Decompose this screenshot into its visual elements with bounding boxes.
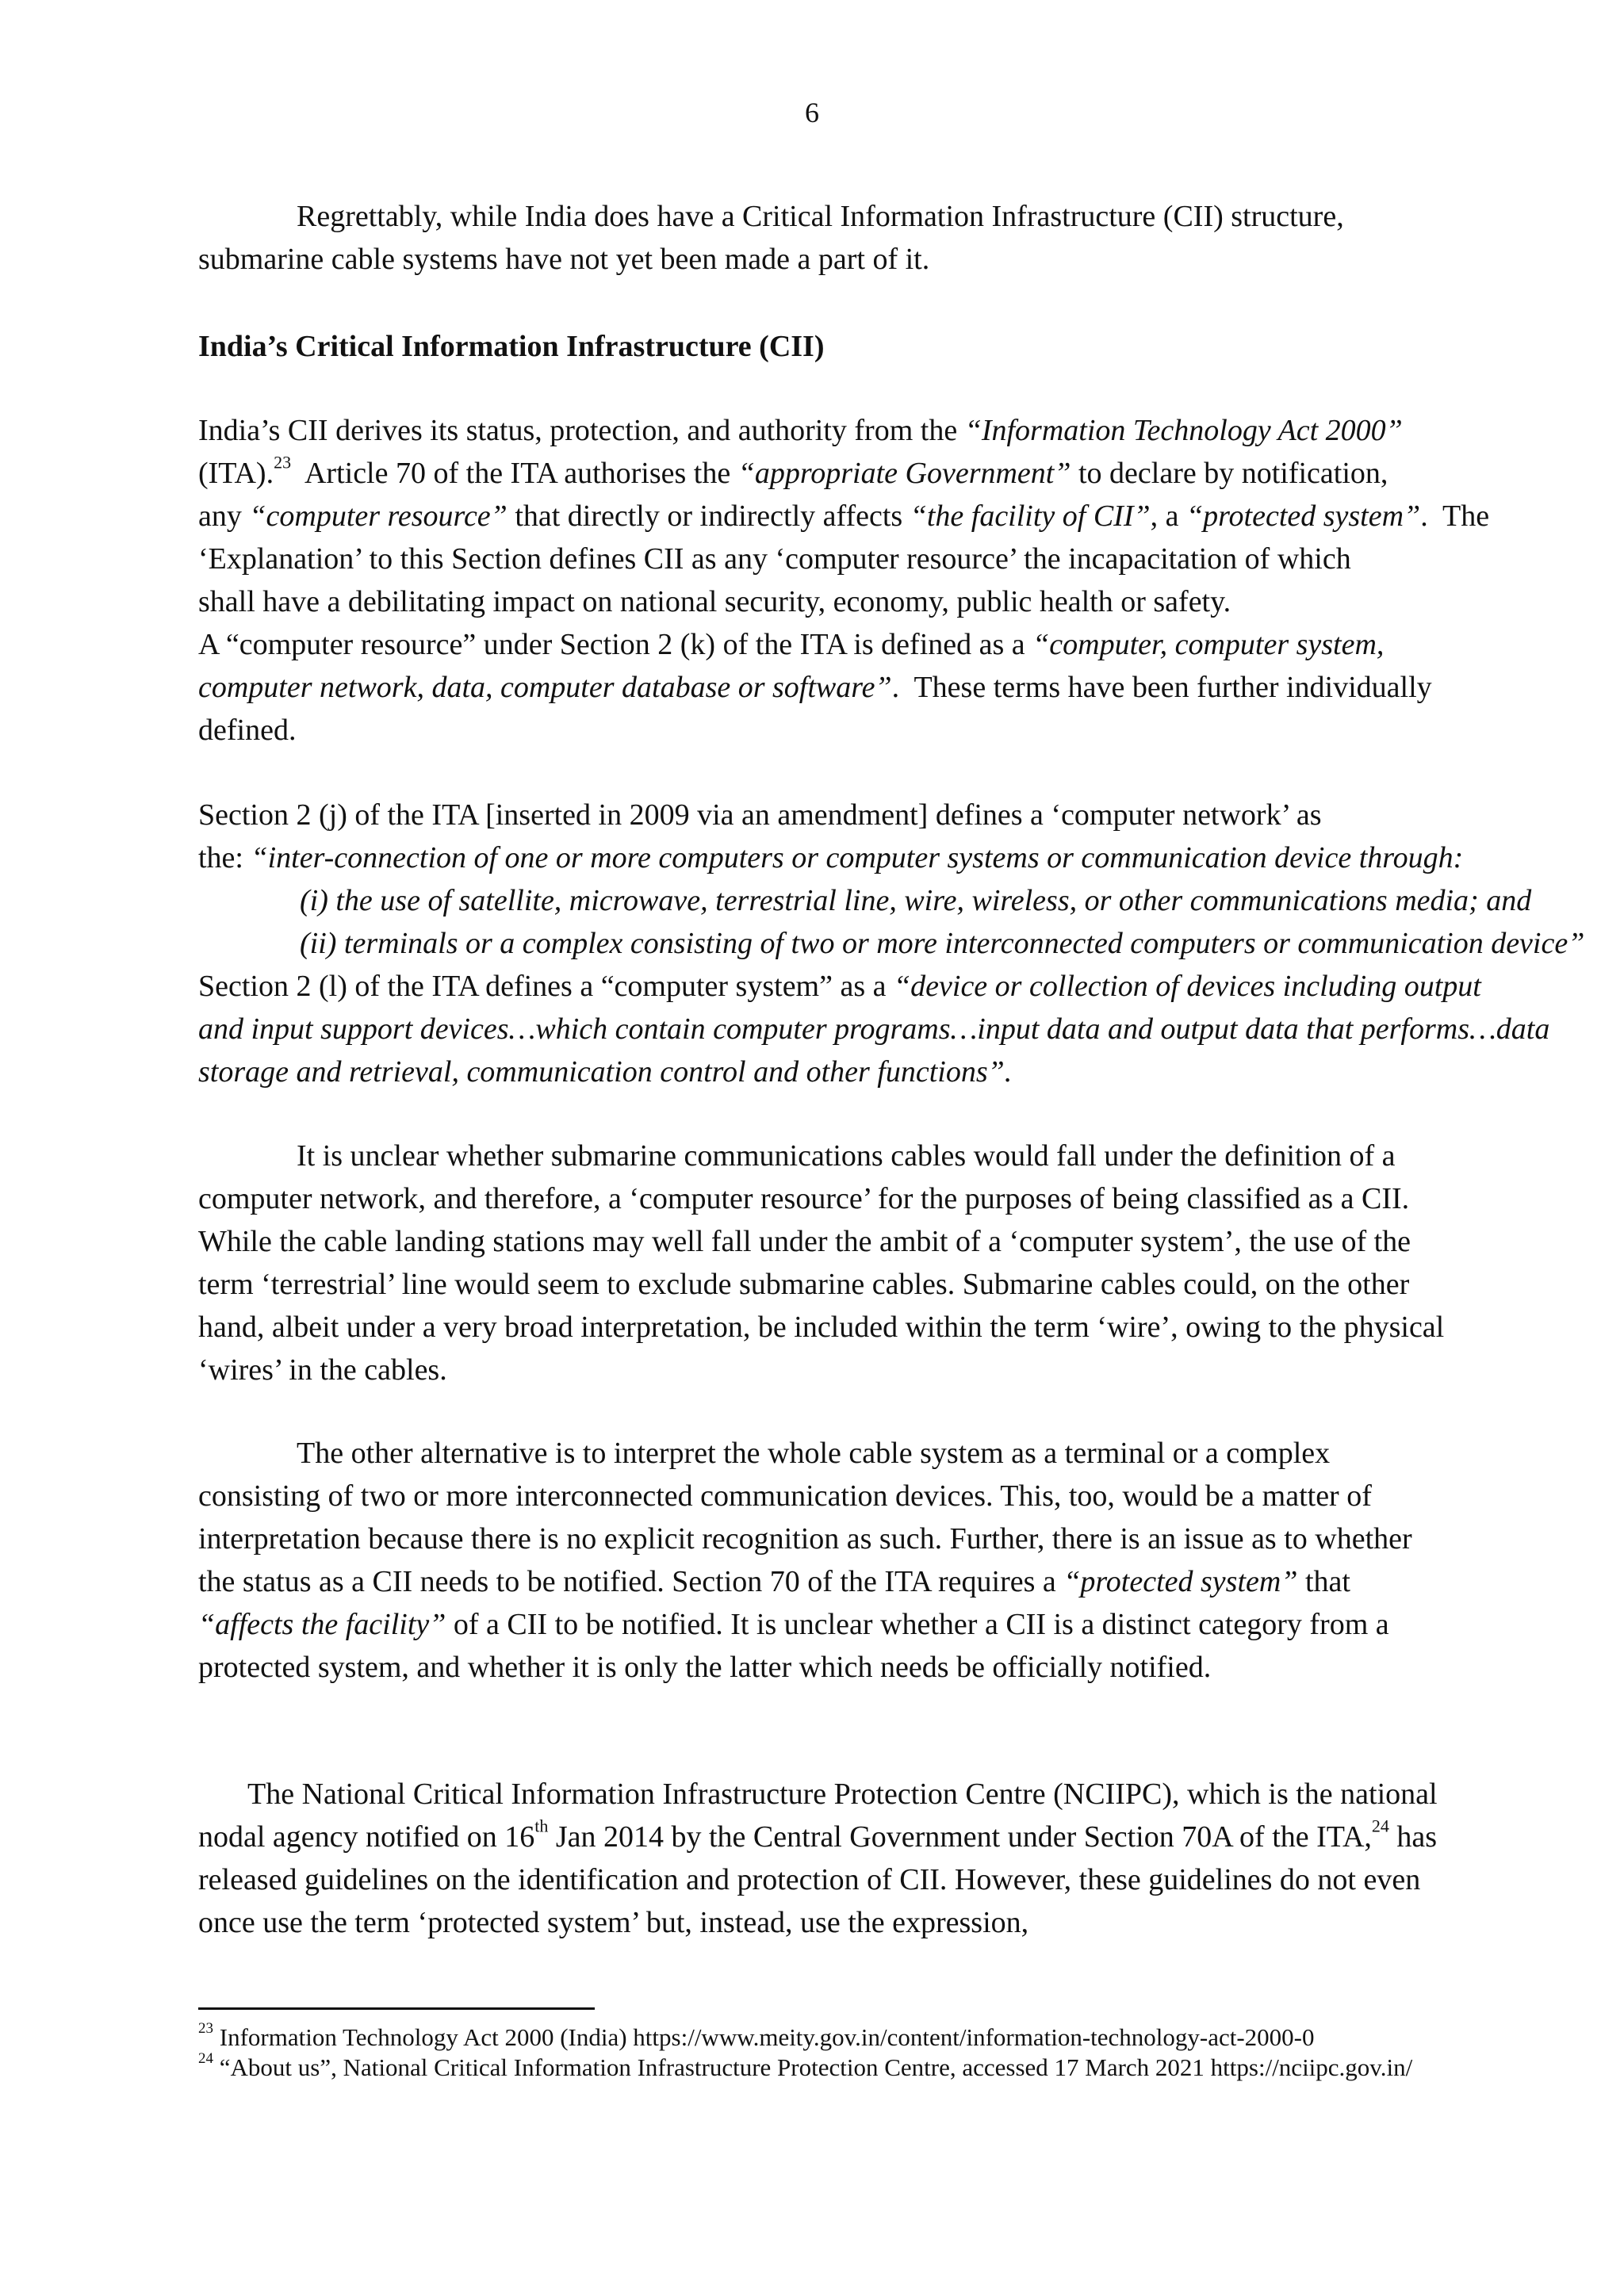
- page-number: 6: [805, 97, 819, 128]
- paragraph-computer-network: Section 2 (j) of the ITA [inserted in 2009 via an amendment] defines a ‘computer network’ as the: “inter-connection of one or more computers or computer systems or communication device through: (i) the use of satellite, microwave, terrestrial line, wire, wireless, or other communications media; and (ii) terminals or a complex consisting of two or more interconnected computers or communication device” Section 2 (l) of the ITA defines a “computer system” as a “device or collection of devices including output and input support devices…which contain computer programs…input data and output data that performs…data storage and retrieval, communication control and other functions”.: [198, 798, 1585, 1089]
- paragraph-cii-structure: Regrettably, while India does have a Critical Information Infrastructure (CII) structure, submarine cable systems have not yet been made a part of it.: [198, 200, 1344, 276]
- paragraph-submarine-cables: It is unclear whether submarine communications cables would fall under the definition of a computer network, and therefore, a ‘computer resource’ for the purposes of being classified as a CII. While the cable landing stations may well fall under the ambit of a ‘computer system’, the use of the term ‘terrestrial’ line would seem to exclude submarine cables. Submarine cables could, on the other hand, albeit under a very broad interpretation, be included within the term ‘wire’, owing to the physical ‘wires’ in the cables.: [198, 1139, 1445, 1387]
- section-heading: India’s Critical Information Infrastructure (CII): [198, 330, 825, 363]
- footnote-23: $^{23}$ Information Technology Act 2000 (India) https://www.meity.gov.in/content/information-technology-act-2000-0: [198, 2019, 1315, 2051]
- footnote-ref-24: 24: [1371, 1816, 1389, 1836]
- footnote-ref-23: 23: [274, 452, 292, 473]
- definition-item-ii: (ii) terminals or a complex consisting of two or more interconnected computers or communication device”: [300, 927, 1585, 960]
- footnote-separator: [198, 2007, 595, 2010]
- paragraph-ita-definition: India’s CII derives its status, protection, and authority from the “Information Technology Act 2000” (ITA).$^{23}$ Article 70 of the ITA authorises the “appropriate Government” to declare by notification, any “computer resource” that directly or indirectly affects “the facility of CII”, a “protected system”. The ‘Explanation’ to this Section defines CII as any ‘computer resource’ the incapacitation of which shall have a debilitating impact on national security, economy, public health or safety. A “computer resource” under Section 2 (k) of the ITA is defined as a “computer, computer system, computer network, data, computer database or software”. These terms have been further individually defined.: [198, 414, 1490, 747]
- definition-item-i: (i) the use of satellite, microwave, terrestrial line, wire, wireless, or other communications media; and: [300, 884, 1532, 917]
- footnote-24: $^{24}$ “About us”, National Critical Information Infrastructure Protection Centre, accessed 17 March 2021 https://nciipc.gov.in/: [198, 2049, 1413, 2081]
- paragraph-nciipc: The National Critical Information Infrastructure Protection Centre (NCIIPC), which is the national nodal agency notified on 16th Jan 2014 by the Central Government under Section 70A of the ITA,$^{24}$ has released guidelines on the identification and protection of CII. However, these guidelines do not even once use the term ‘protected system’ but, instead, use the expression,: [198, 1777, 1438, 1939]
- paragraph-alternative-interpretation: The other alternative is to interpret the whole cable system as a terminal or a complex consisting of two or more interconnected communication devices. This, too, would be a matter of interpretation because there is no explicit recognition as such. Further, there is an issue as to whether the status as a CII needs to be notified. Section 70 of the ITA requires a “protected system” that “affects the facility” of a CII to be notified. It is unclear whether a CII is a distinct category from a protected system, and whether it is only the latter which needs be officially notified.: [198, 1437, 1412, 1684]
